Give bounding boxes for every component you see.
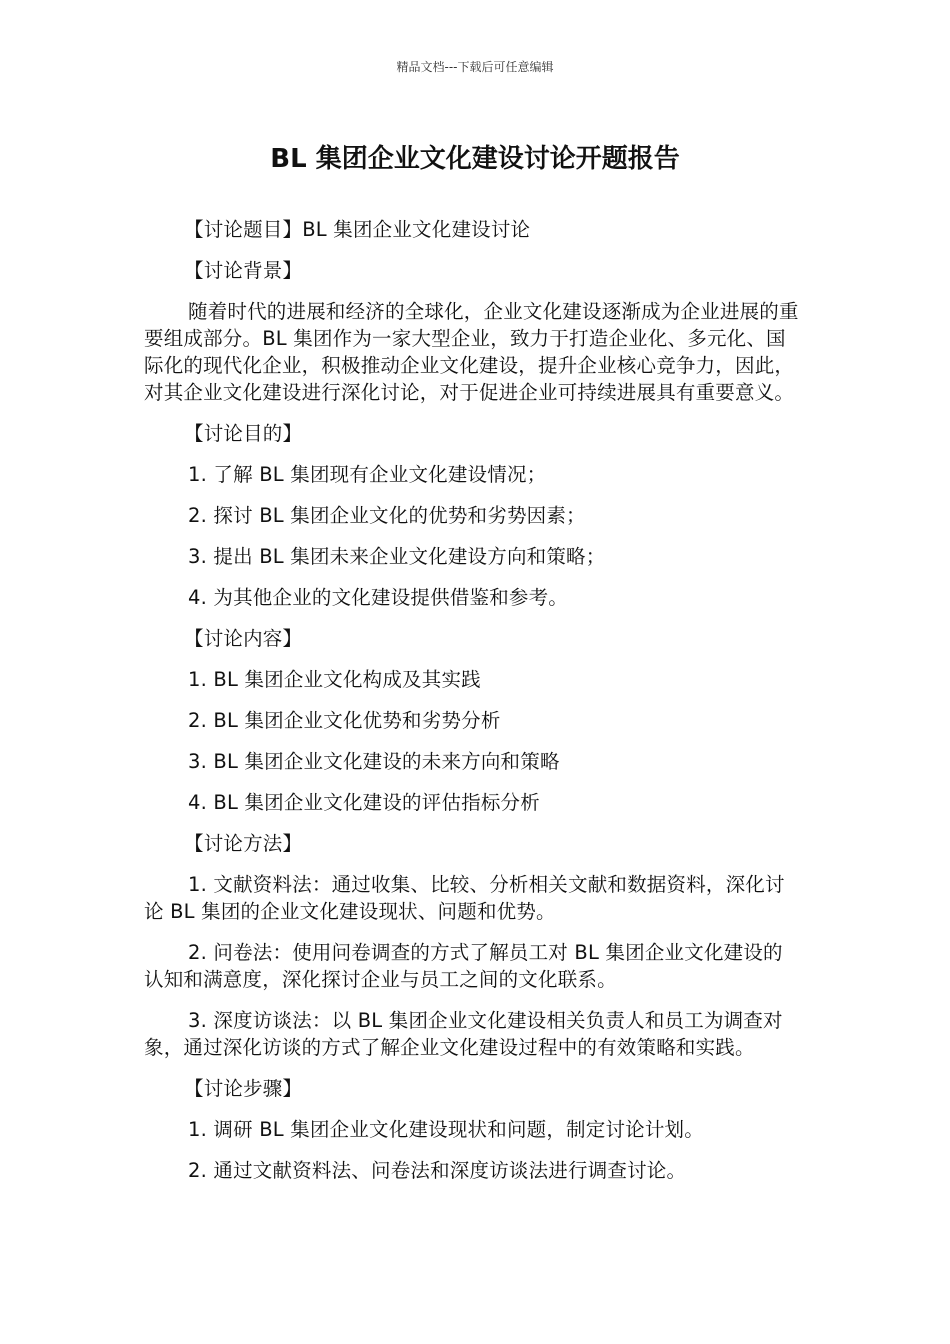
content-heading: 【讨论内容】: [184, 627, 303, 650]
steps-item: 1. 调研 BL 集团企业文化建设现状和问题，制定讨论计划。: [188, 1118, 704, 1141]
purpose-item: 3. 提出 BL 集团未来企业文化建设方向和策略；: [188, 545, 606, 568]
purpose-heading: 【讨论目的】: [184, 422, 303, 445]
purpose-item: 2. 探讨 BL 集团企业文化的优势和劣势因素；: [188, 504, 586, 527]
content-item: 2. BL 集团企业文化优势和劣势分析: [188, 709, 501, 732]
header-note: 精品文档---下载后可任意编辑: [396, 60, 554, 74]
steps-heading: 【讨论步骤】: [184, 1077, 303, 1100]
content-item: 1. BL 集团企业文化构成及其实践: [188, 668, 481, 691]
method-paragraph: 2. 问卷法：使用问卷调查的方式了解员工对 BL 集团企业文化建设的认知和满意度，深化探讨企业与员工之间的文化联系。: [144, 941, 783, 991]
background-paragraph: 随着时代的进展和经济的全球化，企业文化建设逐渐成为企业进展的重要组成部分。BL 集团作为一家大型企业，致力于打造企业化、多元化、国际化的现代化企业，积极推动企业文化建设，提升企业核心竞争力，因此，对其企业文化建设进行深化讨论，对于促进企业可持续进展具有重要意义。: [144, 300, 799, 404]
document-body: [144, 216, 800, 1198]
document-title: BL 集团企业文化建设讨论开题报告: [270, 144, 680, 174]
purpose-item: 4. 为其他企业的文化建设提供借鉴和参考。: [188, 586, 569, 609]
method-heading: 【讨论方法】: [184, 832, 303, 855]
method-paragraph: 1. 文献资料法：通过收集、比较、分析相关文献和数据资料，深化讨论 BL 集团的企业文化建设现状、问题和优势。: [144, 873, 785, 923]
method-paragraph: 3. 深度访谈法：以 BL 集团企业文化建设相关负责人和员工为调查对象，通过深化访谈的方式了解企业文化建设过程中的有效策略和实践。: [144, 1009, 783, 1059]
background-heading: 【讨论背景】: [184, 259, 303, 282]
steps-item: 2. 通过文献资料法、问卷法和深度访谈法进行调查讨论。: [188, 1159, 687, 1182]
content-item: 4. BL 集团企业文化建设的评估指标分析: [188, 791, 540, 814]
topic-line: 【讨论题目】BL 集团企业文化建设讨论: [184, 218, 531, 241]
purpose-item: 1. 了解 BL 集团现有企业文化建设情况；: [188, 463, 547, 486]
content-item: 3. BL 集团企业文化建设的未来方向和策略: [188, 750, 560, 773]
